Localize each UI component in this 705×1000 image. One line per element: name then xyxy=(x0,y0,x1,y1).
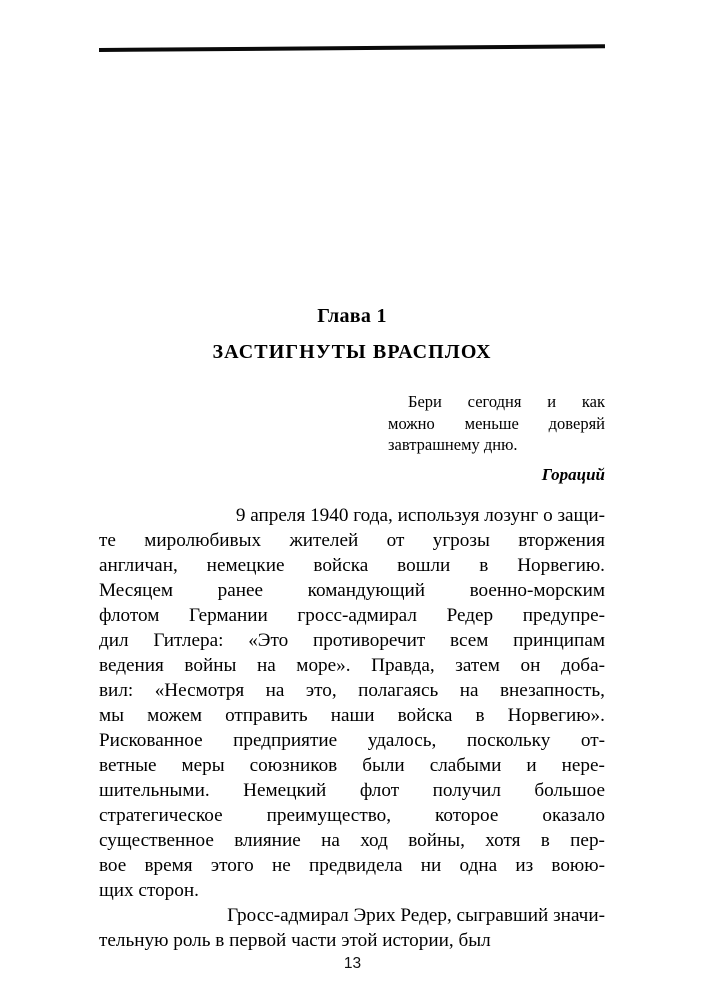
word: на xyxy=(265,680,285,701)
word: войска xyxy=(313,555,369,576)
first-line-indent xyxy=(99,903,126,928)
first-line-indent xyxy=(99,503,126,528)
word: вошли xyxy=(397,555,451,576)
word: всем xyxy=(450,630,489,651)
word: предупре- xyxy=(522,605,605,626)
word: в xyxy=(540,830,550,851)
text-line xyxy=(99,503,605,528)
word: Гитлера: xyxy=(153,630,224,651)
text-line xyxy=(99,903,605,928)
text-line xyxy=(99,528,605,553)
word: из xyxy=(515,855,534,876)
word: этого xyxy=(210,855,254,876)
word: военно-морским xyxy=(469,580,605,601)
word: оказало xyxy=(542,805,605,826)
word: ведения xyxy=(99,655,164,676)
word: мы xyxy=(99,705,125,726)
word: Норвегию. xyxy=(517,555,605,576)
word: шительными. xyxy=(99,780,210,801)
word: на xyxy=(321,830,340,851)
text-line xyxy=(99,653,605,678)
page-number: 13 xyxy=(343,955,362,972)
word: угрозы xyxy=(432,530,490,551)
word: флот xyxy=(359,780,400,801)
text-line xyxy=(99,628,605,653)
word: войска xyxy=(397,705,453,726)
text-line xyxy=(99,553,605,578)
horizontal-rule-line xyxy=(99,44,605,52)
line-content: Гросс-адмирал Эрих Редер, сыгравший значи- xyxy=(227,905,605,926)
word: противоречит xyxy=(312,630,426,651)
word: вил: xyxy=(99,680,134,701)
word: в xyxy=(475,705,485,726)
text-line xyxy=(99,853,605,878)
text-line xyxy=(99,828,605,853)
word: предвидела xyxy=(308,855,403,876)
word: хотя xyxy=(485,830,521,851)
word: поскольку xyxy=(466,730,551,751)
word: воюю- xyxy=(551,855,605,876)
word: Правда, xyxy=(371,655,435,676)
word: можем xyxy=(147,705,203,726)
text-line: щих сторон. xyxy=(99,880,199,901)
word: войны, xyxy=(408,830,465,851)
epigraph-line: можно меньше доверяй xyxy=(388,413,605,433)
header-rule xyxy=(99,44,605,56)
word: одна xyxy=(459,855,498,876)
epigraph-line: Бери сегодня и как xyxy=(408,392,605,411)
word: командующий xyxy=(307,580,426,601)
word: пер- xyxy=(570,830,605,851)
text-line xyxy=(99,778,605,803)
word: на xyxy=(256,655,276,676)
word: наши xyxy=(330,705,375,726)
word: получил xyxy=(432,780,501,801)
word: Немецкий xyxy=(243,780,327,801)
word: предприятие xyxy=(233,730,338,751)
paragraph-2 xyxy=(99,903,605,953)
word: союзников xyxy=(249,755,338,776)
text-line xyxy=(99,603,605,628)
word: существенное xyxy=(99,830,214,851)
word: время xyxy=(144,855,193,876)
word: Рискованное xyxy=(99,730,203,751)
word: ход xyxy=(360,830,388,851)
word: затем xyxy=(455,655,500,676)
word: были xyxy=(362,755,405,776)
chapter-number: Глава 1 xyxy=(317,305,387,327)
word: войны xyxy=(184,655,237,676)
word: миролюбивых xyxy=(144,530,262,551)
word: меры xyxy=(181,755,225,776)
epigraph-block xyxy=(388,391,605,485)
word: гросс-адмирал xyxy=(297,605,417,626)
word: от xyxy=(386,530,405,551)
word: преимущество, xyxy=(266,805,392,826)
word: флотом xyxy=(99,605,160,626)
epigraph-line: завтрашнему дню. xyxy=(388,435,518,454)
word: ветные xyxy=(99,755,157,776)
paragraph-1 xyxy=(99,503,605,903)
text-line xyxy=(99,728,605,753)
word: стратегическое xyxy=(99,805,223,826)
text-line xyxy=(99,753,605,778)
word: удалось, xyxy=(367,730,437,751)
word: от- xyxy=(580,730,605,751)
chapter-title: ЗАСТИГНУТЫ ВРАСПЛОХ xyxy=(212,341,492,363)
word: отправить xyxy=(225,705,308,726)
word: большое xyxy=(534,780,605,801)
text-line: тельную роль в первой части этой истории, был xyxy=(99,930,491,951)
text-line xyxy=(99,678,605,703)
text-line xyxy=(99,803,605,828)
word: «Это xyxy=(248,630,289,651)
word: ранее xyxy=(217,580,264,601)
text-line xyxy=(99,578,605,603)
body-text xyxy=(99,503,605,953)
word: «Несмотря xyxy=(154,680,245,701)
text-line xyxy=(99,703,605,728)
word: которое xyxy=(435,805,499,826)
word: Германии xyxy=(189,605,268,626)
word: на xyxy=(459,680,479,701)
word: это, xyxy=(305,680,337,701)
word: слабыми xyxy=(429,755,502,776)
word: доба- xyxy=(560,655,605,676)
epigraph-attribution: Гораций xyxy=(541,464,605,484)
word: ни xyxy=(420,855,442,876)
word: внезапность, xyxy=(499,680,605,701)
word: принципам xyxy=(513,630,605,651)
epigraph-text xyxy=(388,391,605,456)
word: вторжения xyxy=(518,530,605,551)
word: Редер xyxy=(446,605,494,626)
line-content: 9 апреля 1940 года, используя лозунг о защи- xyxy=(235,505,605,526)
word: те xyxy=(99,530,116,551)
word: немецкие xyxy=(206,555,285,576)
word: Норвегию». xyxy=(507,705,605,726)
word: нере- xyxy=(561,755,605,776)
word: он xyxy=(520,655,541,676)
word: полагаясь xyxy=(358,680,439,701)
word: не xyxy=(271,855,291,876)
word: и xyxy=(526,755,537,776)
word: дил xyxy=(99,630,129,651)
word: влияние xyxy=(234,830,301,851)
word: море». xyxy=(296,655,351,676)
word: Месяцем xyxy=(99,580,174,601)
word: англичан, xyxy=(99,555,178,576)
word: вое xyxy=(99,855,127,876)
word: жителей xyxy=(289,530,359,551)
word: в xyxy=(479,555,489,576)
